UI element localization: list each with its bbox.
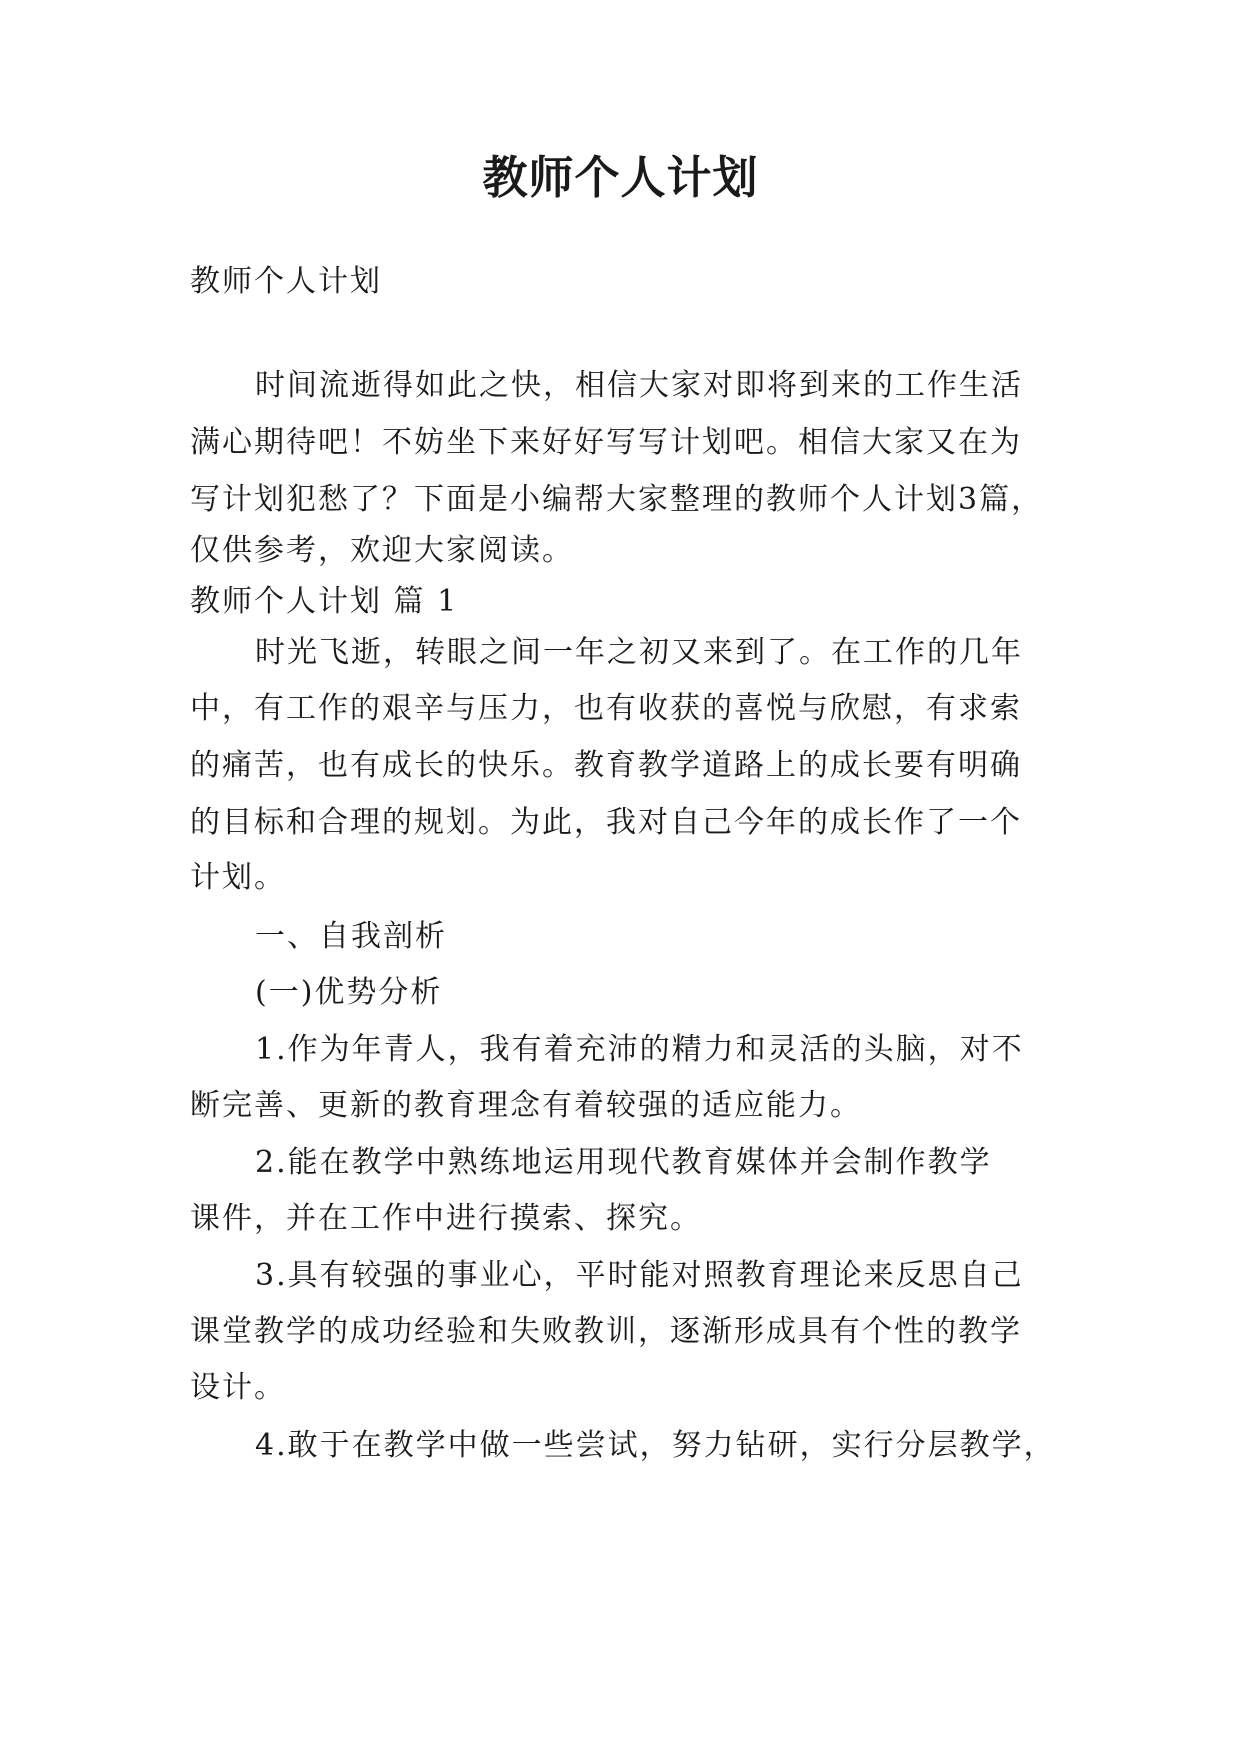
list-item-line: 3.具有较强的事业心，平时能对照教育理论来反思自己 xyxy=(255,1258,1024,1293)
section-heading: 教师个人计划 篇 1 xyxy=(190,584,459,619)
list-item-line: 1.作为年青人，我有着充沛的精力和灵活的头脑，对不 xyxy=(255,1032,1024,1067)
document-title: 教师个人计划 xyxy=(482,151,759,204)
list-item-line: 课件，并在工作中进行摸索、探究。 xyxy=(190,1201,702,1236)
section-line: 的目标和合理的规划。为此，我对自己今年的成长作了一个 xyxy=(190,805,1022,840)
list-item-line: 课堂教学的成功经验和失败教训，逐渐形成具有个性的教学 xyxy=(190,1314,1022,1349)
list-item-line: 2.能在教学中熟练地运用现代教育媒体并会制作教学 xyxy=(255,1145,992,1180)
section-line: 的痛苦，也有成长的快乐。教育教学道路上的成长要有明确 xyxy=(190,748,1022,783)
intro-line: 满心期待吧！不妨坐下来好好写写计划吧。相信大家又在为 xyxy=(190,425,1022,460)
document-subtitle: 教师个人计划 xyxy=(190,264,382,299)
list-item-line: 断完善、更新的教育理念有着较强的适应能力。 xyxy=(190,1088,862,1123)
intro-line: 写计划犯愁了？下面是小编帮大家整理的教师个人计划3篇， xyxy=(190,482,1044,517)
heading-level-2: (一)优势分析 xyxy=(255,975,443,1010)
section-line: 时光飞逝，转眼之间一年之初又来到了。在工作的几年 xyxy=(255,635,1023,670)
intro-line: 时间流逝得如此之快，相信大家对即将到来的工作生活 xyxy=(255,368,1023,403)
list-item-line: 设计。 xyxy=(190,1370,286,1405)
intro-line: 仅供参考，欢迎大家阅读。 xyxy=(190,533,574,568)
section-line: 中，有工作的艰辛与压力，也有收获的喜悦与欣慰，有求索 xyxy=(190,691,1022,726)
list-item-line: 4.敢于在教学中做一些尝试，努力钻研，实行分层教学， xyxy=(255,1428,1056,1463)
section-line: 计划。 xyxy=(190,860,286,895)
heading-level-1: 一、自我剖析 xyxy=(255,919,447,954)
